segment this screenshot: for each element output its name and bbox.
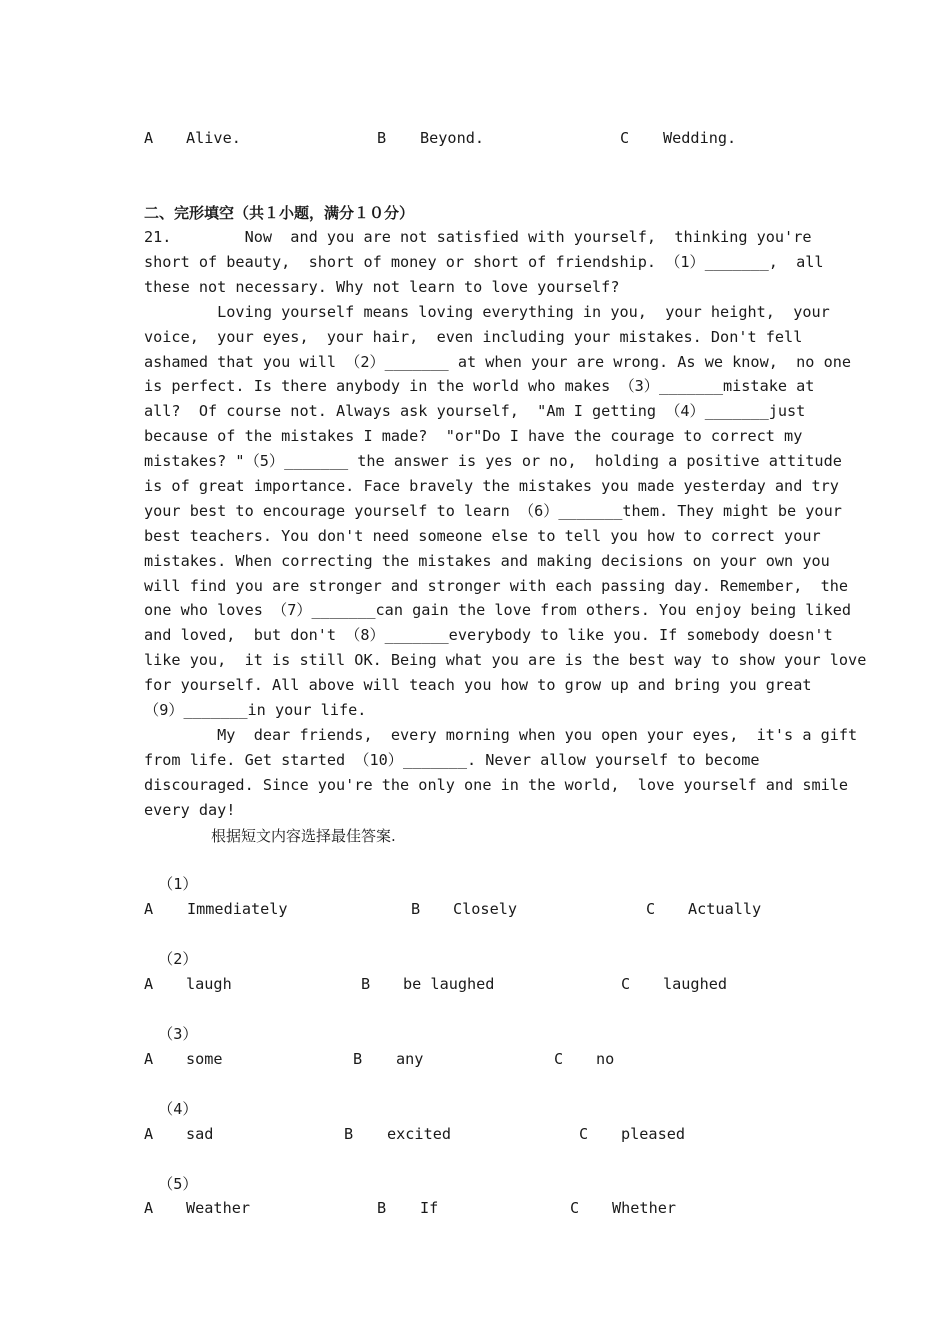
passage-line: for yourself. All above will teach you how to grow up and bring you great xyxy=(144,676,812,694)
passage-line: like you, it is still OK. Being what you are is the best way to show your love xyxy=(144,651,867,669)
option-b-text: If xyxy=(420,1199,439,1217)
passage-line: ashamed that you will （2）_______ at when your are wrong. As we know, no one xyxy=(144,353,852,371)
option-a-letter: A xyxy=(144,129,154,147)
passage-line: Loving yourself means loving everything in you, your height, your xyxy=(144,303,830,321)
option-c-text: no xyxy=(596,1050,615,1068)
option-c-letter: C xyxy=(579,1125,589,1143)
passage-line: one who loves （7）_______can gain the love from others. You enjoy being liked xyxy=(144,601,852,619)
passage-line: discouraged. Since you're the only one in the world, love yourself and smile xyxy=(144,776,849,794)
question-options xyxy=(144,1124,844,1144)
option-b-letter: B xyxy=(344,1125,354,1143)
question-number: （3） xyxy=(158,1025,198,1043)
passage-line: is of great importance. Face bravely the mistakes you made yesterday and try xyxy=(144,477,839,495)
option-c-letter: C xyxy=(620,129,630,147)
question-options xyxy=(144,1049,844,1069)
passage-line: all? Of course not. Always ask yourself, "Am I getting （4）_______just xyxy=(144,402,806,420)
option-c-text: Actually xyxy=(688,900,762,918)
passage-line: from life. Get started （10）_______. Never allow yourself to become xyxy=(144,751,760,769)
option-b-text: any xyxy=(396,1050,424,1068)
question-number: （4） xyxy=(158,1100,198,1118)
option-b-letter: B xyxy=(377,1199,387,1217)
option-a-text: laugh xyxy=(186,975,232,993)
option-b-letter: B xyxy=(411,900,421,918)
passage-line: and loved, but don't （8）_______everybody to like you. If somebody doesn't xyxy=(144,626,833,644)
passage-line: best teachers. You don't need someone else to tell you how to correct your xyxy=(144,527,821,545)
question-number: （1） xyxy=(158,875,198,893)
passage-line: （9）_______in your life. xyxy=(144,701,367,719)
question-number: （5） xyxy=(158,1175,198,1193)
option-c-letter: C xyxy=(621,975,631,993)
option-a-letter: A xyxy=(144,1125,154,1143)
option-c-text: laughed xyxy=(663,975,728,993)
option-a-letter: A xyxy=(144,900,154,918)
passage-line: short of beauty, short of money or short of friendship. （1）_______, all xyxy=(144,253,824,271)
option-b-text: be laughed xyxy=(403,975,495,993)
passage-line: voice, your eyes, your hair, even including your mistakes. Don't fell xyxy=(144,328,803,346)
option-b-text: Beyond. xyxy=(420,129,485,147)
passage-line: 21. Now and you are not satisfied with yourself, thinking you're xyxy=(144,228,812,246)
passage-line: is perfect. Is there anybody in the world who makes （3）_______mistake at xyxy=(144,377,815,395)
option-c-text: Wedding. xyxy=(663,129,737,147)
option-a-letter: A xyxy=(144,1199,154,1217)
option-b-letter: B xyxy=(377,129,387,147)
option-a-text: Immediately xyxy=(187,900,288,918)
question-number: （2） xyxy=(158,950,198,968)
option-b-text: excited xyxy=(387,1125,452,1143)
section-heading: 二、完形填空（共１小题，满分１０分） xyxy=(144,204,415,222)
question-options xyxy=(144,1198,844,1218)
option-c-text: pleased xyxy=(621,1125,686,1143)
passage-line: mistakes. When correcting the mistakes and making decisions on your own you xyxy=(144,552,830,570)
option-a-letter: A xyxy=(144,975,154,993)
option-c-letter: C xyxy=(646,900,656,918)
passage-line: these not necessary. Why not learn to love yourself? xyxy=(144,278,620,296)
passage-line: because of the mistakes I made? "or"Do I have the courage to correct my xyxy=(144,427,803,445)
option-c-letter: C xyxy=(570,1199,580,1217)
option-a-text: sad xyxy=(186,1125,214,1143)
option-b-letter: B xyxy=(361,975,371,993)
question-options xyxy=(144,899,844,919)
option-a-text: Alive. xyxy=(186,129,241,147)
option-a-text: some xyxy=(186,1050,223,1068)
option-a-letter: A xyxy=(144,1050,154,1068)
passage-line: your best to encourage yourself to learn （6）_______them. They might be your xyxy=(144,502,842,520)
passage-line: will find you are stronger and stronger with each passing day. Remember, the xyxy=(144,577,849,595)
option-c-text: Whether xyxy=(612,1199,677,1217)
option-b-text: Closely xyxy=(453,900,518,918)
passage-line: mistakes? "（5）_______ the answer is yes or no, holding a positive attitude xyxy=(144,452,842,470)
passage-line: every day! xyxy=(144,801,236,819)
option-a-text: Weather xyxy=(186,1199,251,1217)
option-c-letter: C xyxy=(554,1050,564,1068)
question-options xyxy=(144,974,844,994)
option-b-letter: B xyxy=(353,1050,363,1068)
prev-options-row xyxy=(144,128,844,148)
passage-line: My dear friends, every morning when you open your eyes, it's a gift xyxy=(144,726,858,744)
instruction: 根据短文内容选择最佳答案. xyxy=(211,827,396,845)
